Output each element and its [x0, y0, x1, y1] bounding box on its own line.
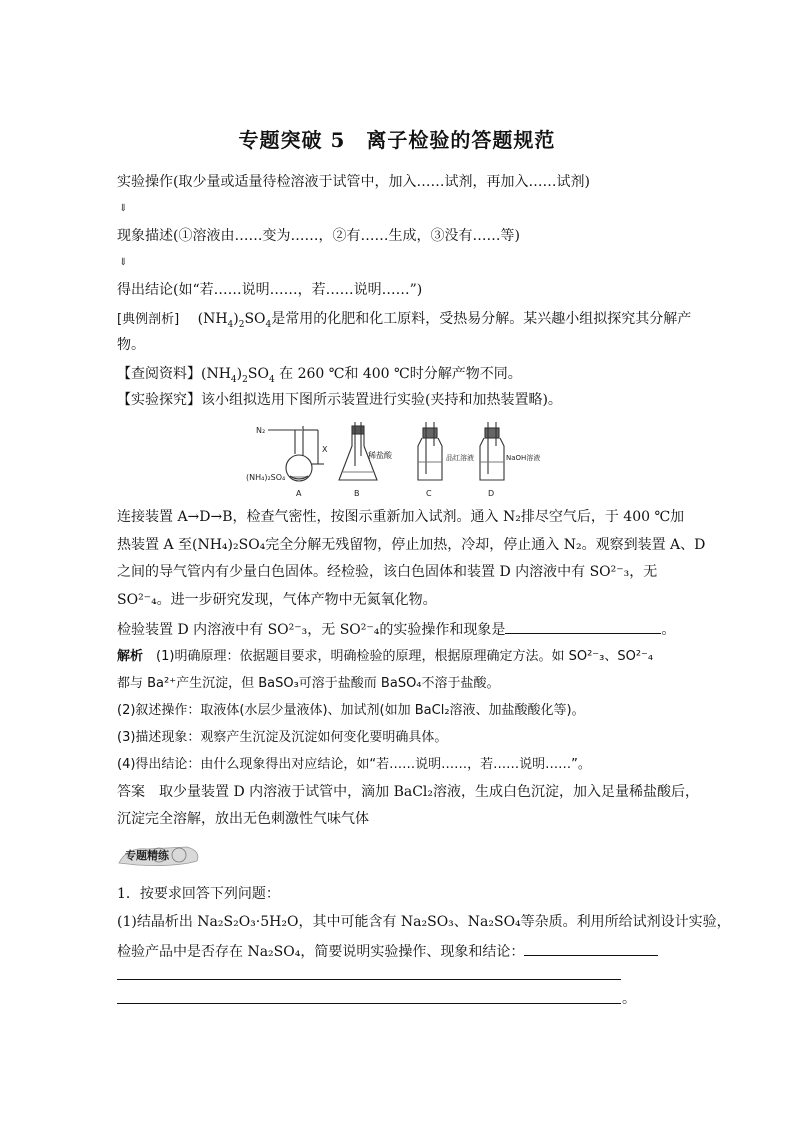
analysis-line5: (4)得出结论：由什么现象得出对应结论，如“若……说明……，若……说明……”。 — [117, 757, 591, 772]
c-reagent-label: 品红溶液 — [446, 454, 474, 462]
question-text: 检验装置 D 内溶液中有 SO²⁻₃，无 SO²⁻₄的实验操作和现象是 — [117, 622, 506, 638]
flow-step-operation: 实验操作(取少量或适量待检溶液于试管中，加入……试剂，再加入……试剂) — [117, 174, 590, 190]
flow-step-phenomenon: 现象描述(①溶液由……变为……，②有……生成，③没有……等) — [117, 228, 520, 244]
body-p3: 之间的导气管内有少量白色固体。经检验，该白色固体和装置 D 内溶液中有 SO²⁻₃，无 — [117, 564, 658, 580]
label-a: A — [296, 489, 302, 498]
experiment-label: 【实验探究】 — [117, 392, 201, 408]
analysis-line2: 都与 Ba²⁺产生沉淀，但 BaSO₃可溶于盐酸而 BaSO₄不溶于盐酸。 — [117, 676, 500, 691]
label-b: B — [354, 489, 360, 498]
question-line: 检验装置 D 内溶液中有 SO²⁻₃，无 SO²⁻₄的实验操作和现象是 。 — [117, 619, 675, 639]
exercise-blank-2[interactable] — [117, 978, 621, 980]
down-arrow-icon: ⇓ — [119, 257, 128, 268]
page-title: 专题突破 5 离子检验的答题规范 — [238, 128, 556, 152]
example-line2: 物。 — [117, 337, 145, 353]
label-c: C — [426, 489, 432, 498]
d-reagent-label: NaOH溶液 — [506, 454, 541, 462]
exercise-q1a: (1)结晶析出 Na₂S₂O₃·5H₂O，其中可能含有 Na₂SO₃、Na₂SO₄等杂质。利用所给试剂设计实验， — [117, 914, 731, 930]
answer-line1: 答案 取少量装置 D 内溶液于试管中，滴加 BaCl₂溶液，生成白色沉淀，加入足量稀盐酸后， — [117, 784, 700, 800]
apparatus-diagram — [240, 416, 558, 500]
b-reagent-label: 稀盐酸 — [368, 451, 392, 460]
example-formula: $(NH_4)_2SO_4$ — [197, 311, 272, 330]
example-text: 是常用的化肥和化工原料，受热易分解。某兴趣小组拟探究其分解产 — [271, 311, 692, 327]
salt-label: (NH₄)₂SO₄ — [246, 473, 286, 482]
exercise-blank-3[interactable] — [117, 1002, 621, 1004]
exercise-end: 。 — [622, 991, 636, 1007]
reference-line: 【查阅资料】$(NH_4)_2SO_4$ 在 260 ℃和 400 ℃时分解产物不同。 — [117, 366, 522, 385]
analysis-line4: (3)描述现象：观察产生沉淀及沉淀如何变化要明确具体。 — [117, 730, 448, 745]
answer-blank[interactable] — [505, 619, 661, 634]
section-badge-label: 专题精练 — [125, 849, 169, 862]
flow-step-conclusion: 得出结论(如“若……说明……，若……说明……”) — [117, 282, 423, 298]
x-label: X — [322, 445, 328, 454]
answer-label: 答案 — [117, 784, 145, 800]
n2-label: N₂ — [256, 426, 266, 435]
exercise-blank-1[interactable] — [524, 941, 658, 956]
body-p4: SO²⁻₄。进一步研究发现，气体产物中无氮氧化物。 — [117, 592, 437, 608]
reference-label: 【查阅资料】 — [117, 366, 201, 382]
experiment-line — [117, 391, 562, 409]
body-p1: 连接装置 A→D→B，检查气密性，按图示重新加入试剂。通入 N₂排尽空气后，于 400 ℃加 — [117, 509, 685, 525]
exercise-q1: 1．按要求回答下列问题： — [117, 886, 280, 902]
analysis-line1: 解析 (1)明确原理：依据题目要求，明确检验的原理，根据原理确定方法。如 SO²⁻₃、SO²⁻₄ — [117, 649, 654, 664]
exercise-q1b: 检验产品中是否存在 Na₂SO₄，简要说明实验操作、现象和结论： — [117, 941, 658, 961]
experiment-text: 该小组拟选用下图所示装置进行实验(夹持和加热装置略)。 — [201, 392, 562, 408]
analysis-label: 解析 — [117, 649, 144, 664]
section-badge — [117, 843, 201, 867]
label-d: D — [488, 489, 495, 498]
answer-line2: 沉淀完全溶解，放出无色刺激性气味气体 — [117, 811, 369, 827]
analysis-line3: (2)叙述操作：取液体(水层少量液体)、加试剂(如加 BaCl₂溶液、加盐酸酸化等)。 — [117, 703, 585, 718]
body-p2: 热装置 A 至(NH₄)₂SO₄完全分解无残留物，停止加热，冷却，停止通入 N₂。观察到装置 A、D — [117, 537, 706, 553]
reference-text: 在 260 ℃和 400 ℃时分解产物不同。 — [279, 366, 522, 382]
example-intro — [117, 310, 691, 329]
down-arrow-icon: ⇓ — [119, 203, 128, 214]
example-label: [典例剖析] — [117, 312, 180, 327]
